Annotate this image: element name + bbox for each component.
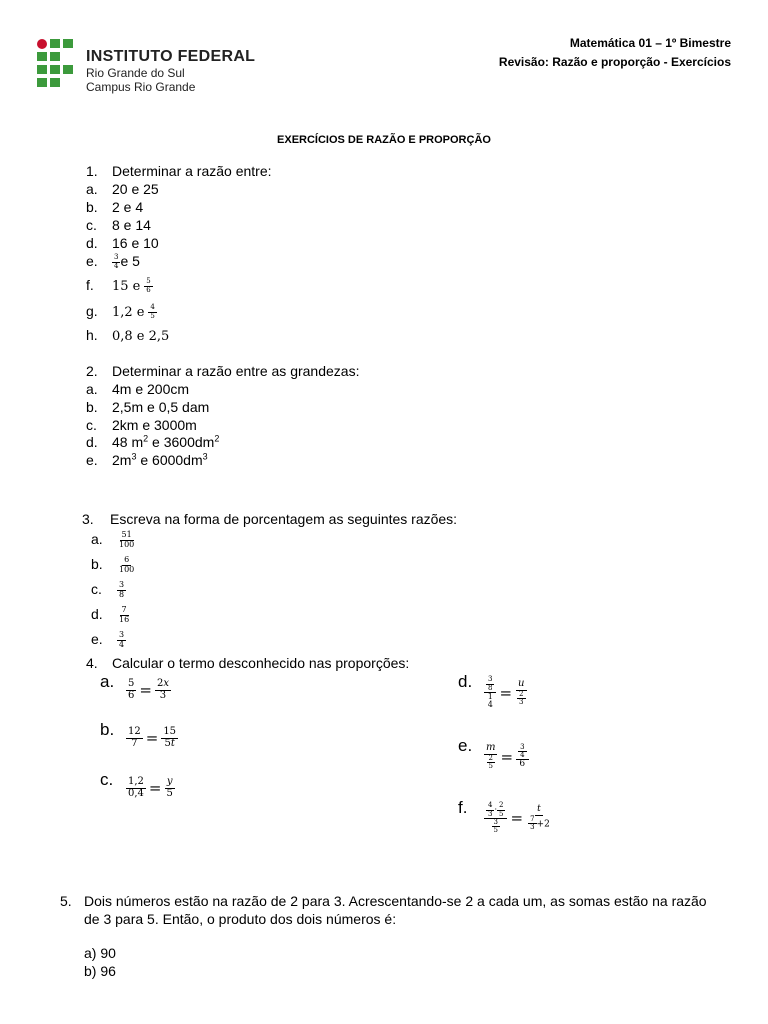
- fraction: $\frac{3}{8}$ 1 4: [484, 676, 496, 709]
- q2-prompt: 2. Determinar a razão entre as grandezas:: [86, 363, 360, 379]
- q1-item-f: f. 15 e $\frac{5}{6}$: [86, 277, 151, 294]
- q5-option-b: b) 96: [84, 963, 116, 979]
- q2-item-e: e. $2m^3$ e $6000dm^3$: [86, 451, 208, 468]
- fraction: t $\frac{7}{3}$ +2: [530, 804, 550, 832]
- q1-item-c: c. 8 e 14: [86, 217, 151, 233]
- page-title: EXERCÍCIOS DE RAZÃO E PROPORÇÃO: [277, 134, 491, 146]
- q5-prompt-line2: de 3 para 5. Então, o produto dos dois números é:: [84, 911, 397, 927]
- q1-prompt: 1. Determinar a razão entre:: [86, 163, 272, 179]
- fraction: $\frac{51}{100}$: [119, 530, 135, 549]
- q2-item-b: b. 2,5m e 0,5 dam: [86, 399, 210, 415]
- q1-item-b: b. 2 e 4: [86, 199, 144, 215]
- fraction: $\frac{3}{4}$: [114, 253, 119, 270]
- q2-item-d: d. 48 $m^2$ e $3600dm^2$: [86, 433, 220, 450]
- fraction: $\frac{12}{7}$: [128, 726, 141, 749]
- q1-item-h: h. 0,8 e 2,5: [86, 327, 170, 344]
- q1-item-d: d. 16 e 10: [86, 235, 159, 251]
- subtitle-label: Revisão: Razão e proporção - Exercícios: [498, 55, 731, 69]
- q3-item-b: b. $\frac{6}{100}$: [91, 555, 135, 574]
- fraction: $\frac{15}{5t}$: [163, 726, 177, 749]
- fraction: $\frac{y}{5}$: [166, 776, 173, 799]
- q4-item-f: f. $\frac{4}{3}$ · $\frac{2}{5}$ $\frac{3}{5}$ = t $\frac{7}{3}$ +2: [458, 797, 550, 835]
- fraction: $\frac{2x}{3}$: [156, 678, 169, 701]
- institution-logo: [36, 38, 80, 94]
- q1-item-e: e. $\frac{3}{4}$ e 5: [86, 253, 140, 270]
- logo-text: [86, 47, 255, 94]
- q4-item-a: a. $\frac{5}{6}$ = $\frac{2x}{3}$: [100, 671, 169, 701]
- institution-name: INSTITUTO FEDERAL: [86, 48, 256, 65]
- q4-item-d: d. $\frac{3}{8}$ 1 4 = $\frac{u}{\frac{2}{3}}$: [458, 672, 528, 710]
- campus-line1: Rio Grande do Sul: [86, 66, 185, 80]
- q1-item-g: g. 1,2 e $\frac{4}{5}$: [86, 303, 155, 320]
- q3-prompt: 3. Escreva na forma de porcentagem as seguintes razões:: [82, 511, 458, 527]
- q4-item-e: e. $\frac{m}{\frac{2}{5}}$ = $\frac{\frac{3}{4}}{6}$: [458, 736, 529, 770]
- fraction: $\frac{m}{\frac{2}{5}}$: [486, 742, 496, 770]
- fraction: $\frac{4}{3}$ · $\frac{2}{5}$ $\frac{3}{5}$: [484, 802, 507, 834]
- q3-item-d: d. $\frac{7}{16}$: [91, 605, 130, 624]
- course-label: Matemática 01 – 1º Bimestre: [569, 36, 731, 50]
- fraction: $\frac{u}{\frac{2}{3}}$: [518, 678, 525, 707]
- fraction: $\frac{6}{100}$: [119, 555, 135, 574]
- q4-item-c: c. $\frac{1,2}{0,4}$ = $\frac{y}{5}$: [100, 769, 173, 799]
- q3-item-e: e. $\frac{3}{4}$: [91, 630, 125, 649]
- q1-prompt-text: Determinar a razão entre:: [112, 163, 272, 179]
- fraction: $\frac{1,2}{0,4}$: [128, 776, 144, 799]
- fraction: $\frac{\frac{3}{4}}{6}$: [516, 744, 528, 770]
- fraction: $\frac{7}{16}$: [119, 605, 130, 624]
- fraction: $\frac{3}{8}$: [119, 580, 125, 599]
- fraction: $\frac{5}{6}$: [146, 277, 151, 294]
- q4-item-b: b. $\frac{12}{7}$ = $\frac{15}{5t}$: [100, 719, 177, 749]
- campus-line2: Campus Rio Grande: [86, 80, 196, 94]
- q3-item-a: a. $\frac{51}{100}$: [91, 530, 135, 549]
- fraction: $\frac{4}{5}$: [150, 303, 155, 320]
- fraction: $\frac{3}{4}$: [119, 630, 125, 649]
- q2-item-a: a. 4m e 200cm: [86, 381, 190, 397]
- q1-item-a: a. 20 e 25: [86, 181, 159, 197]
- q3-item-c: c. $\frac{3}{8}$: [91, 580, 125, 599]
- q5-prompt-line1: 5. Dois números estão na razão de 2 para 3. Acrescentando-se 2 a cada um, as somas estão na razão: [60, 893, 707, 909]
- fraction: $\frac{5}{6}$: [128, 678, 135, 701]
- q5-option-a: a) 90: [84, 945, 116, 961]
- q2-item-c: c. 2km e 3000m: [86, 417, 197, 433]
- q4-prompt: 4. Calcular o termo desconhecido nas proporções:: [86, 655, 410, 671]
